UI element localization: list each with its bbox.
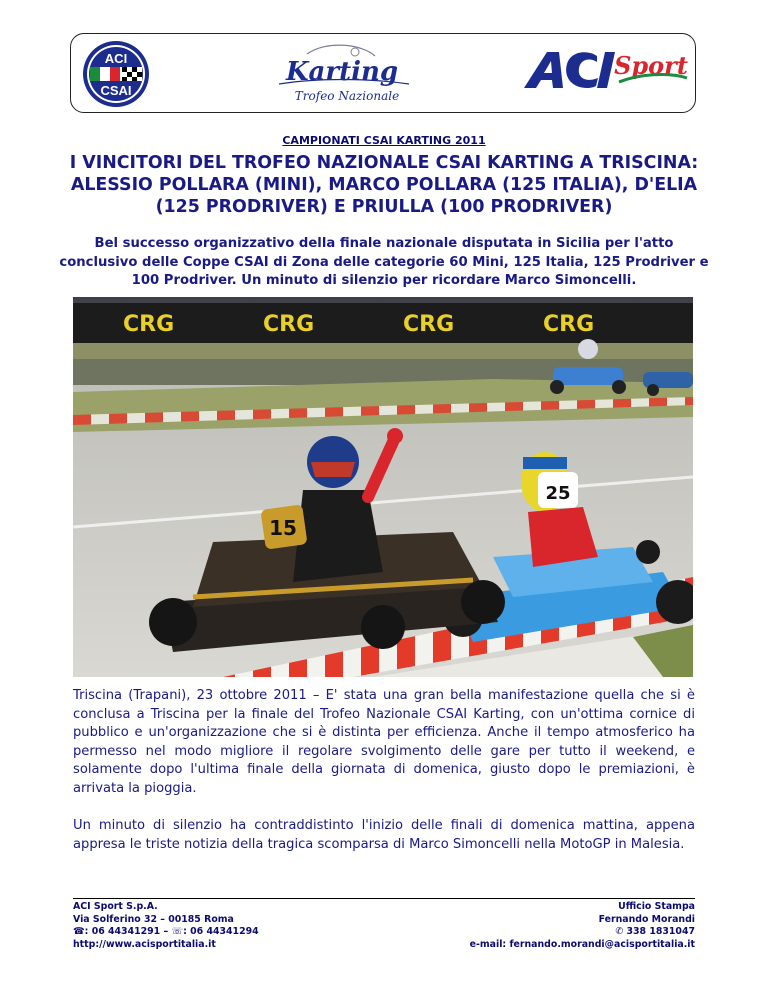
footer-email-link[interactable]: e-mail: fernando.morandi@acisportitalia.it bbox=[469, 938, 695, 950]
banner-text: CRG bbox=[543, 312, 595, 337]
karting-trofeo-logo bbox=[267, 42, 417, 106]
footer-office-title: Ufficio Stampa bbox=[618, 901, 695, 912]
article-paragraph: Un minuto di silenzio ha contraddistinto l'inizio delle finali di domenica mattina, appena appresa le triste notizia della tragica scomparsa di Marco Simoncelli nella MotoGP in Malesia. bbox=[73, 818, 695, 852]
aci-sport-logo bbox=[519, 44, 689, 96]
footer-contact-name: Fernando Morandi bbox=[598, 913, 695, 925]
kart-number: 25 bbox=[545, 483, 571, 504]
footer-press-office bbox=[470, 901, 695, 951]
footer-divider bbox=[73, 898, 695, 899]
svg-text:CSAI: CSAI bbox=[100, 83, 132, 98]
svg-text:Sport: Sport bbox=[614, 51, 688, 80]
footer-address: Via Solferino 32 – 00185 Roma bbox=[73, 913, 234, 925]
article-paragraph: Triscina (Trapani), 23 ottobre 2011 – E' stata una gran bella manifestazione quella che si è conclusa a Triscina per la finale del Trofeo Nazionale CSAI Karting, con un'ottima cornice di pubblico e un'organizzazione che si è distinta per efficienza. Anche il tempo atmosferico ha permesso nel modo migliore il regolare svolgimento delle gare per tutto il weekend, e solamente dopo l'ultima finale della giornata di domenica, giusto dopo le premiazioni, è arrivata la pioggia. bbox=[73, 688, 695, 796]
svg-text:ACI: ACI bbox=[104, 51, 128, 66]
aci-csai-logo bbox=[81, 39, 151, 109]
article-subtitle: Bel successo organizzativo della finale nazionale disputata in Sicilia per l'atto conclusivo delle Coppe CSAI di Zona delle categorie 60 Mini, 125 Italia, 125 Prodriver e 100 Prodriver. Un minuto di silenzio per ricordare Marco Simoncelli. bbox=[59, 236, 709, 288]
banner-text: CRG bbox=[403, 312, 455, 337]
footer-phones: ☎: 06 44341291 – ☏: 06 44341294 bbox=[73, 926, 259, 938]
footer-company-name: ACI Sport S.p.A. bbox=[73, 901, 158, 912]
footer-company-info bbox=[73, 901, 259, 951]
footer-website-link[interactable]: http://www.acisportitalia.it bbox=[73, 938, 216, 950]
kicker-heading: CAMPIONATI CSAI KARTING 2011 bbox=[282, 134, 486, 147]
banner-text: CRG bbox=[123, 312, 175, 337]
svg-text:Karting: Karting bbox=[285, 57, 399, 87]
letterhead-header bbox=[70, 33, 696, 113]
footer-mobile: ✆ 338 1831047 bbox=[615, 926, 695, 938]
banner-text: CRG bbox=[263, 312, 315, 337]
article-title: I VINCITORI DEL TROFEO NAZIONALE CSAI KARTING A TRISCINA: ALESSIO POLLARA (MINI), MARCO POLLARA (125 ITALIA), D'ELIA (125 PRODRIVER) E PRIULLA (100 PRODRIVER) bbox=[69, 153, 699, 217]
svg-text:Trofeo Nazionale: Trofeo Nazionale bbox=[294, 89, 400, 103]
kart-number: 15 bbox=[269, 516, 297, 540]
karting-race-photo bbox=[73, 297, 693, 677]
